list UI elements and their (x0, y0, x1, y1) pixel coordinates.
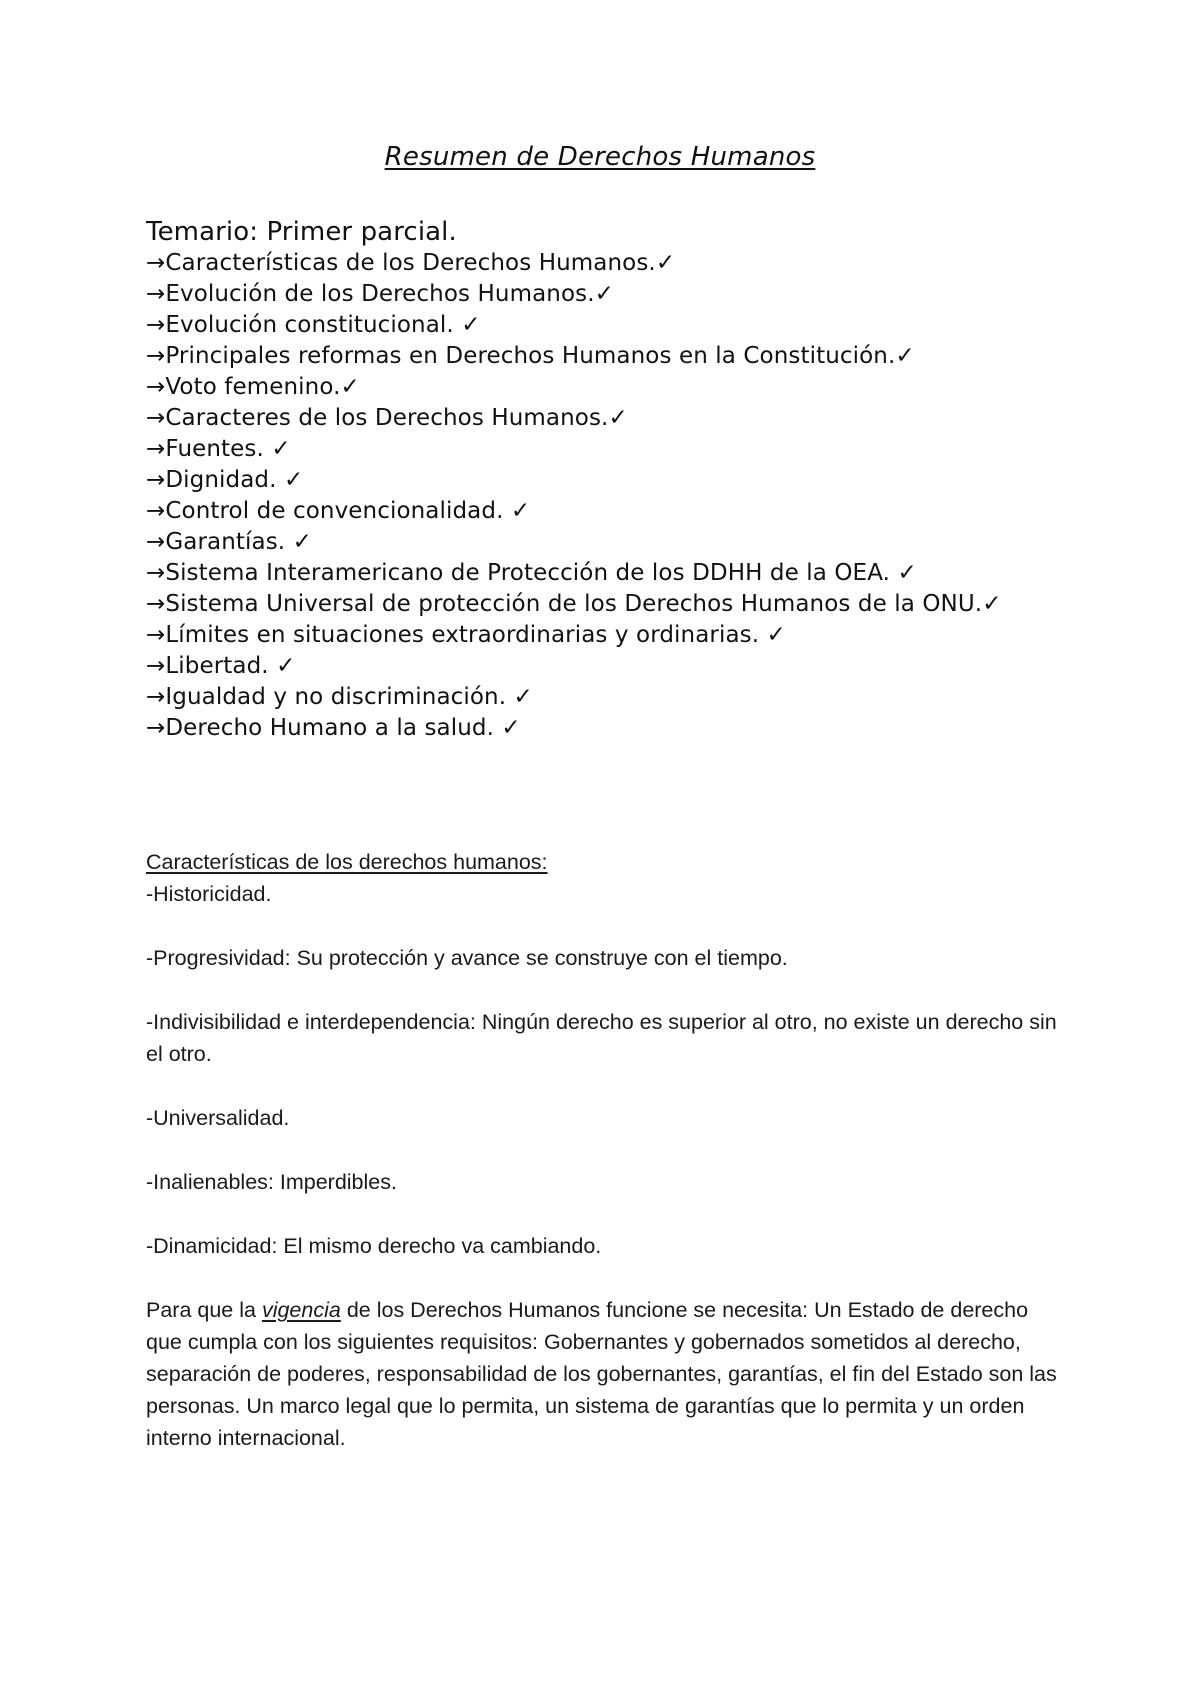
syllabus-item: →Fuentes. ✓ (146, 436, 291, 462)
syllabus-section (146, 216, 1046, 744)
syllabus-item: →Garantías. ✓ (146, 529, 312, 555)
syllabus-item: →Sistema Universal de protección de los Derechos Humanos de la ONU.✓ (146, 591, 1002, 617)
syllabus-item: →Características de los Derechos Humanos.✓ (146, 250, 676, 276)
syllabus-item: →Principales reformas en Derechos Humanos en la Constitución.✓ (146, 343, 915, 369)
syllabus-item: →Control de convencionalidad. ✓ (146, 498, 531, 524)
syllabus-list (146, 248, 1046, 744)
characteristic-item: -Dinamicidad: El mismo derecho va cambiando. (146, 1234, 602, 1258)
syllabus-item: →Igualdad y no discriminación. ✓ (146, 684, 533, 710)
characteristics-section (146, 846, 1066, 1454)
syllabus-item: →Evolución constitucional. ✓ (146, 312, 481, 338)
emphasized-term: vigencia (261, 1298, 341, 1322)
characteristic-item: -Universalidad. (146, 1106, 290, 1130)
syllabus-item: →Sistema Interamericano de Protección de los DDHH de la OEA. ✓ (146, 560, 917, 586)
characteristic-item: -Progresividad: Su protección y avance se construye con el tiempo. (146, 946, 788, 970)
characteristic-item: -Indivisibilidad e interdependencia: Ningún derecho es superior al otro, no existe un derecho sin el otro. (146, 1010, 1057, 1066)
closing-text-start: Para que la (146, 1298, 262, 1322)
syllabus-item: →Dignidad. ✓ (146, 467, 304, 493)
syllabus-item: →Voto femenino.✓ (146, 374, 360, 400)
page-title: Resumen de Derechos Humanos (384, 142, 816, 172)
syllabus-item: →Caracteres de los Derechos Humanos.✓ (146, 405, 628, 431)
section-heading: Características de los derechos humanos: (146, 850, 548, 874)
characteristic-item: -Inalienables: Imperdibles. (146, 1170, 397, 1194)
syllabus-heading: Temario: Primer parcial. (146, 217, 457, 247)
closing-paragraph (146, 1294, 1066, 1454)
closing-text-end: de los Derechos Humanos funcione se necesita: Un Estado de derecho que cumpla con los siguientes requisitos: Gobernantes y gobernados sometidos al derecho, separación de poderes, responsabilidad de los gobernantes, garantías, el fin del Estado son las personas. Un marco legal que lo permita, un sistema de garantías que lo permita y un orden interno internacional. (146, 1298, 1057, 1450)
syllabus-item: →Derecho Humano a la salud. ✓ (146, 715, 521, 741)
syllabus-item: →Libertad. ✓ (146, 653, 296, 679)
characteristic-item: -Historicidad. (146, 882, 272, 906)
syllabus-item: →Límites en situaciones extraordinarias y ordinarias. ✓ (146, 622, 786, 648)
syllabus-item: →Evolución de los Derechos Humanos.✓ (146, 281, 615, 307)
